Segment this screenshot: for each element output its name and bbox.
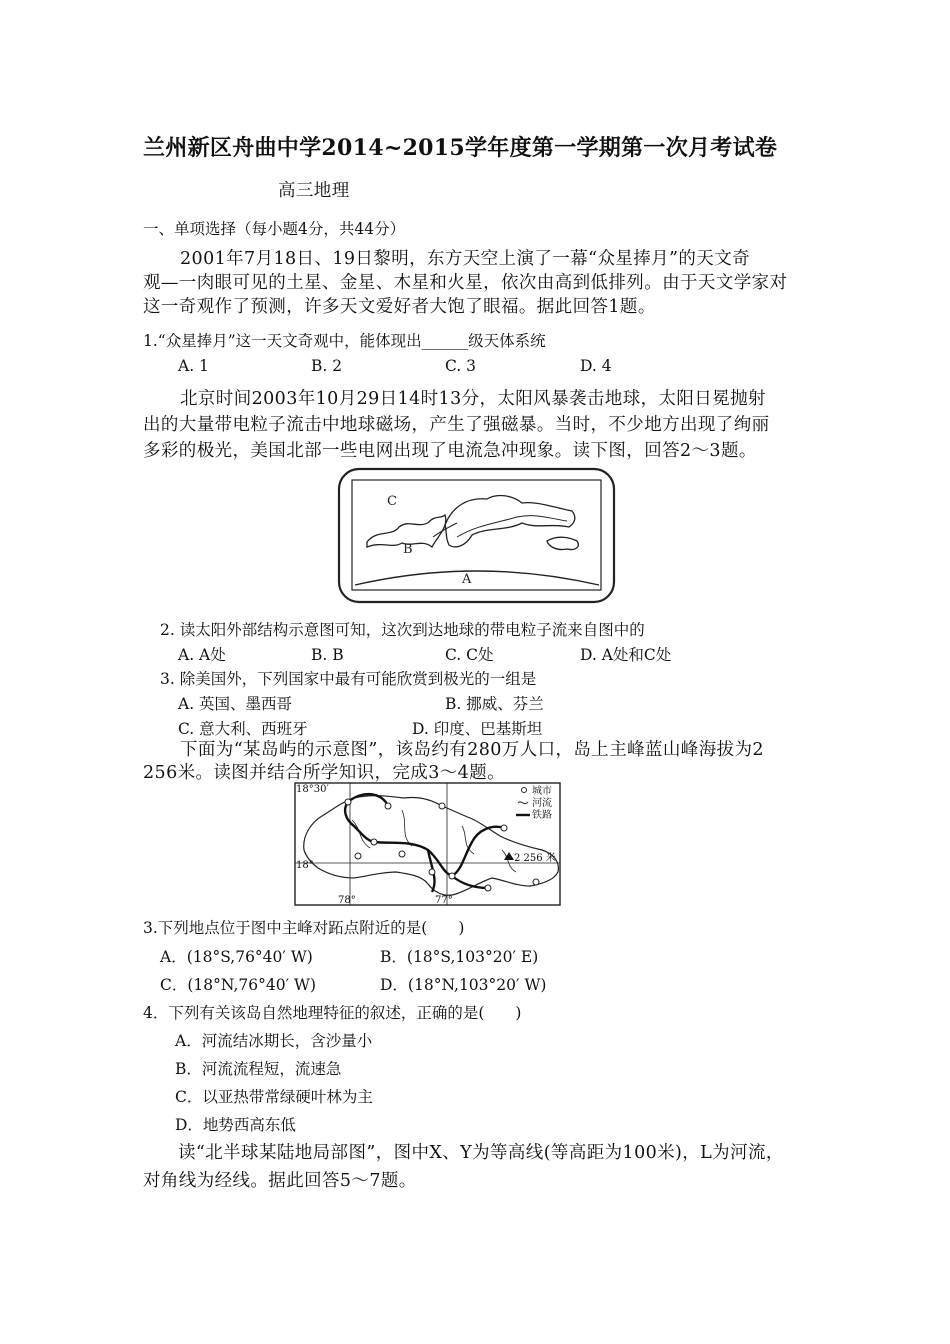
q3a-option-a: A. 英国、墨西哥 bbox=[178, 695, 293, 713]
subject-subtitle: 高三地理 bbox=[278, 181, 350, 201]
sun-structure-figure bbox=[337, 467, 616, 604]
label-a: A bbox=[462, 572, 472, 587]
legend-railway: 铁路 bbox=[532, 810, 552, 821]
q1-stem: 1.“众星捧月”这一天文奇观中，能体现出______级天体系统 bbox=[143, 332, 546, 350]
passage1-line1: 2001年7月18日、19日黎明，东方天空上演了一幕“众星捧月”的天文奇 bbox=[180, 249, 750, 269]
passage4-line1: 读“北半球某陆地局部图”，图中X、Y为等高线(等高距为100米)，L为河流， bbox=[178, 1143, 784, 1163]
lon-right-label: 77° bbox=[435, 895, 453, 906]
q2-option-d: D. A处和C处 bbox=[580, 646, 672, 664]
label-b: B bbox=[403, 542, 413, 557]
legend-river: 河流 bbox=[532, 798, 552, 809]
lon-left-label: 78° bbox=[338, 895, 356, 906]
q2-stem: 2. 读太阳外部结构示意图可知，这次到达地球的带电粒子流来自图中的 bbox=[160, 621, 645, 639]
lat-mid-label: 18° bbox=[296, 860, 314, 871]
q3b-option-b: B．(18°S,103°20′ E) bbox=[380, 948, 539, 966]
q2-option-a: A. A处 bbox=[178, 646, 226, 664]
island-map-figure bbox=[292, 780, 564, 908]
q3a-option-c: C. 意大利、西班牙 bbox=[178, 720, 308, 738]
passage2-line1: 北京时间2003年10月29日14时13分，太阳风暴袭击地球，太阳日冕抛射 bbox=[180, 389, 766, 409]
label-c: C bbox=[387, 494, 397, 509]
q3b-stem: 3.下列地点位于图中主峰对跖点附近的是( ) bbox=[143, 919, 465, 937]
q4-option-b: B．河流流程短，流速急 bbox=[175, 1060, 342, 1078]
q1-option-a: A. 1 bbox=[178, 357, 209, 375]
passage2-line2: 出的大量带电粒子流击中地球磁场，产生了强磁暴。当时，不少地方出现了绚丽 bbox=[143, 415, 770, 435]
exam-title: 兰州新区舟曲中学2014~2015学年度第一学期第一次月考试卷 bbox=[143, 135, 778, 161]
q1-option-b: B. 2 bbox=[311, 357, 343, 375]
q2-option-c: C. C处 bbox=[445, 646, 494, 664]
lat-top-label: 18°30′ bbox=[296, 784, 329, 795]
passage3-line1: 下面为“某岛屿的示意图”，该岛约有280万人口，岛上主峰蓝山峰海拔为2 bbox=[180, 740, 764, 760]
section-header: 一、单项选择（每小题4分，共44分） bbox=[143, 220, 406, 238]
q1-option-c: C. 3 bbox=[445, 357, 477, 375]
q4-option-d: D．地势西高东低 bbox=[175, 1116, 296, 1134]
q3b-option-c: C．(18°N,76°40′ W) bbox=[160, 976, 316, 994]
passage2-line3: 多彩的极光，美国北部一些电网出现了电流急冲现象。读下图，回答2～3题。 bbox=[143, 441, 757, 461]
q3b-option-a: A．(18°S,76°40′ W) bbox=[160, 948, 313, 966]
q1-option-d: D. 4 bbox=[580, 357, 612, 375]
peak-label: 2 256 米 bbox=[514, 853, 556, 864]
q3b-option-d: D．(18°N,103°20′ W) bbox=[380, 976, 547, 994]
legend-city: 城市 bbox=[532, 786, 552, 797]
q2-option-b: B. B bbox=[311, 646, 344, 664]
q3a-option-d: D. 印度、巴基斯坦 bbox=[412, 720, 543, 738]
q3a-stem: 3. 除美国外，下列国家中最有可能欣赏到极光的一组是 bbox=[160, 670, 537, 688]
q3a-option-b: B. 挪威、芬兰 bbox=[445, 695, 544, 713]
q4-stem: 4．下列有关该岛自然地理特征的叙述，正确的是( ) bbox=[143, 1004, 522, 1022]
q4-option-a: A．河流结冰期长，含沙量小 bbox=[175, 1032, 373, 1050]
q4-option-c: C．以亚热带常绿硬叶林为主 bbox=[175, 1088, 373, 1106]
passage4-line2: 对角线为经线。据此回答5～7题。 bbox=[143, 1171, 417, 1191]
passage1-line3: 这一奇观作了预测，许多天文爱好者大饱了眼福。据此回答1题。 bbox=[143, 297, 656, 317]
passage3-line2: 256米。读图并结合所学知识，完成3～4题。 bbox=[143, 763, 505, 783]
passage1-line2: 观—一肉眼可见的土星、金星、木星和火星，依次由高到低排列。由于天文学家对 bbox=[143, 273, 788, 293]
